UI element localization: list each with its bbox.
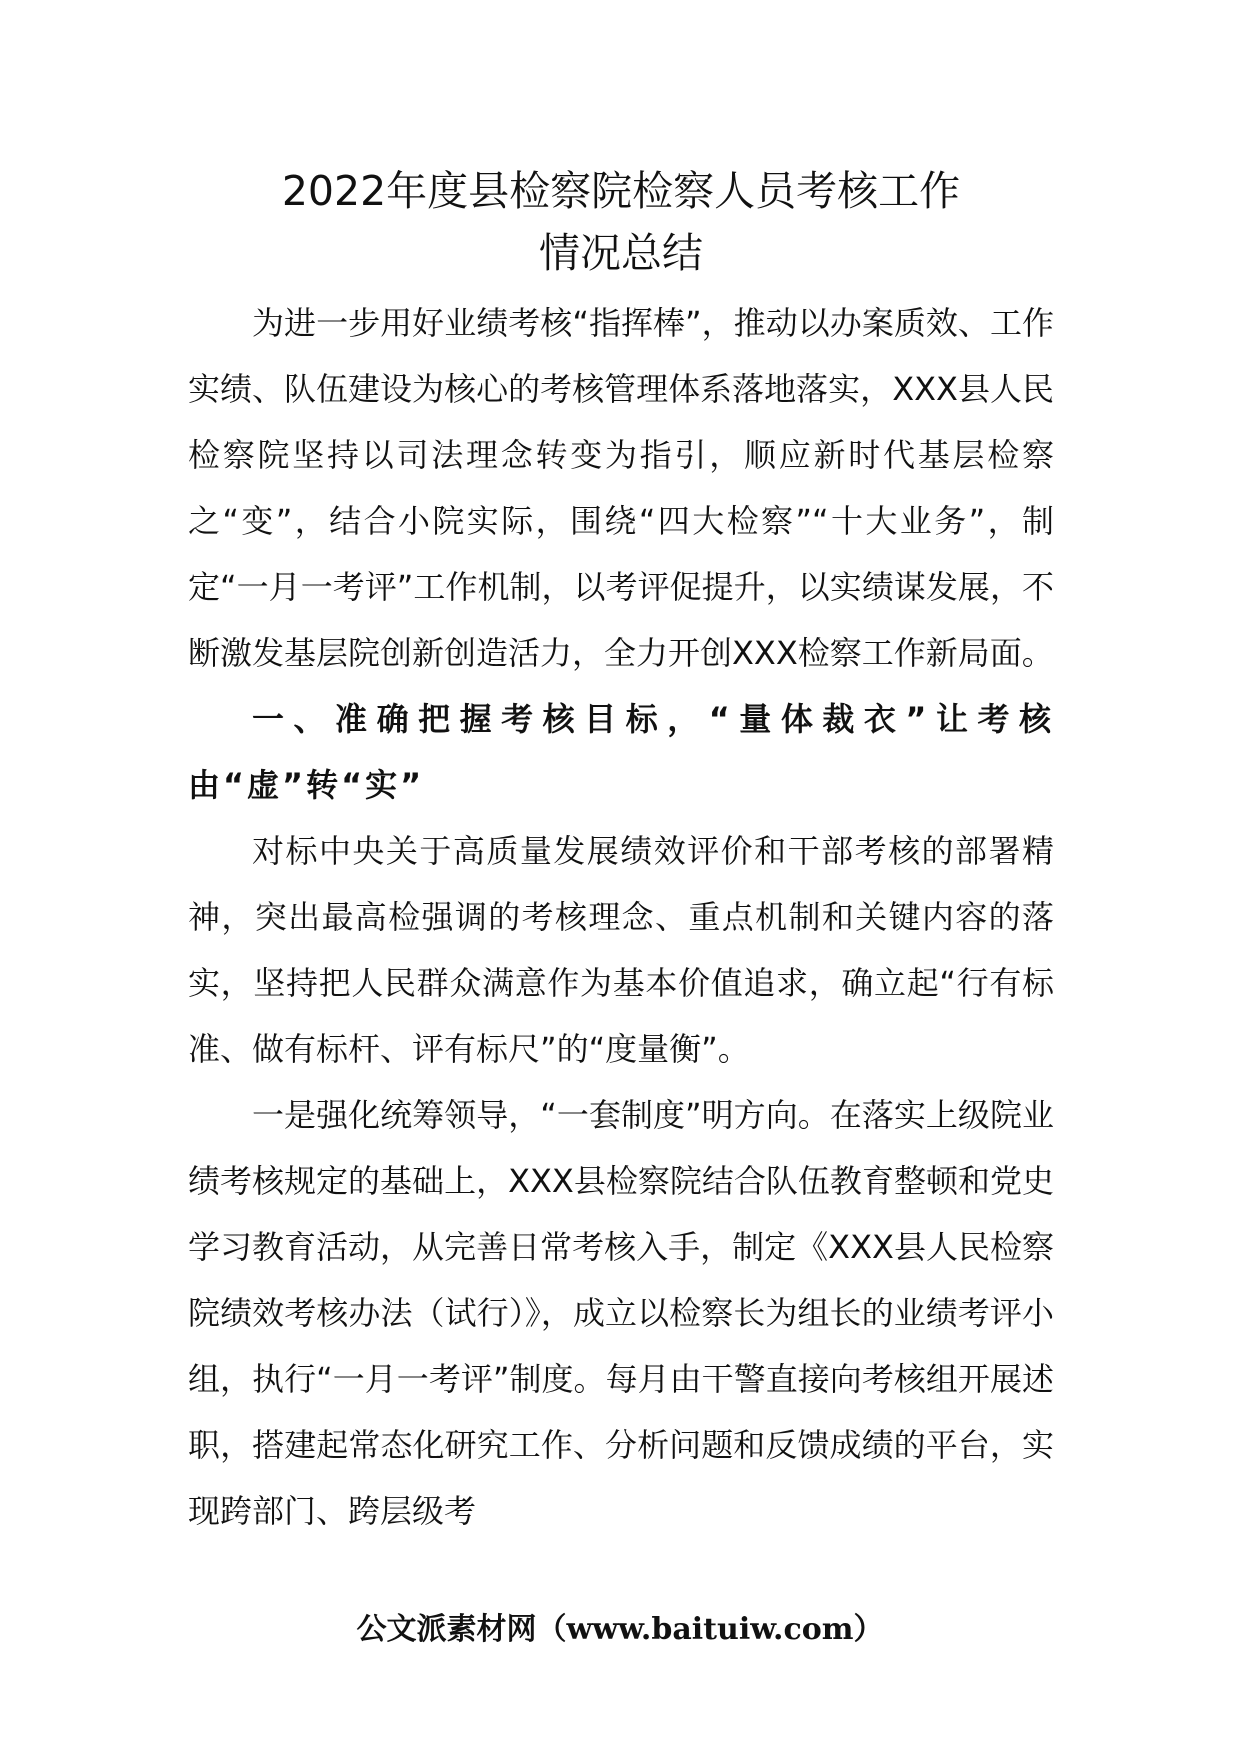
title-line-2: 情况总结 <box>539 229 703 277</box>
footer-watermark: 公文派素材网（www.baituiw.com） <box>356 1612 884 1647</box>
body-paragraph-3: 一是强化统筹领导，“一套制度”明方向。在落实上级院业绩考核规定的基础上，XXX县检察院结合队伍教育整顿和党史学习教育活动，从完善日常考核入手，制定《XXX县人民检察院绩效考核办法（试行）》，成立以检察长为组长的业绩考评小组，执行“一月一考评”制度。每月由干警直接向考核组开展述职，搭建起常态化研究工作、分析问题和反馈成绩的平台，实现跨部门、跨层级考 <box>188 1096 1054 1530</box>
intro-paragraph: 为进一步用好业绩考核“指挥棒”，推动以办案质效、工作实绩、队伍建设为核心的考核管理体系落地落实，XXX县人民检察院坚持以司法理念转变为指引，顺应新时代基层检察之“变”，结合小院实际，围绕“四大检察”“十大业务”，制定“一月一考评”工作机制，以考评促提升，以实绩谋发展，不断激发基层院创新创造活力，全力开创XXX检察工作新局面。 <box>188 304 1054 672</box>
section-heading-1: 一、准确把握考核目标，“量体裁衣”让考核由“虚”转“实” <box>188 700 1054 804</box>
document-title <box>188 160 1054 284</box>
document-page <box>188 160 1054 1544</box>
title-line-1: 2022年度县检察院检察人员考核工作 <box>281 167 961 215</box>
body-paragraph-2: 对标中央关于高质量发展绩效评价和干部考核的部署精神，突出最高检强调的考核理念、重点机制和关键内容的落实，坚持把人民群众满意作为基本价值追求，确立起“行有标准、做有标杆、评有标尺”的“度量衡”。 <box>188 832 1054 1068</box>
